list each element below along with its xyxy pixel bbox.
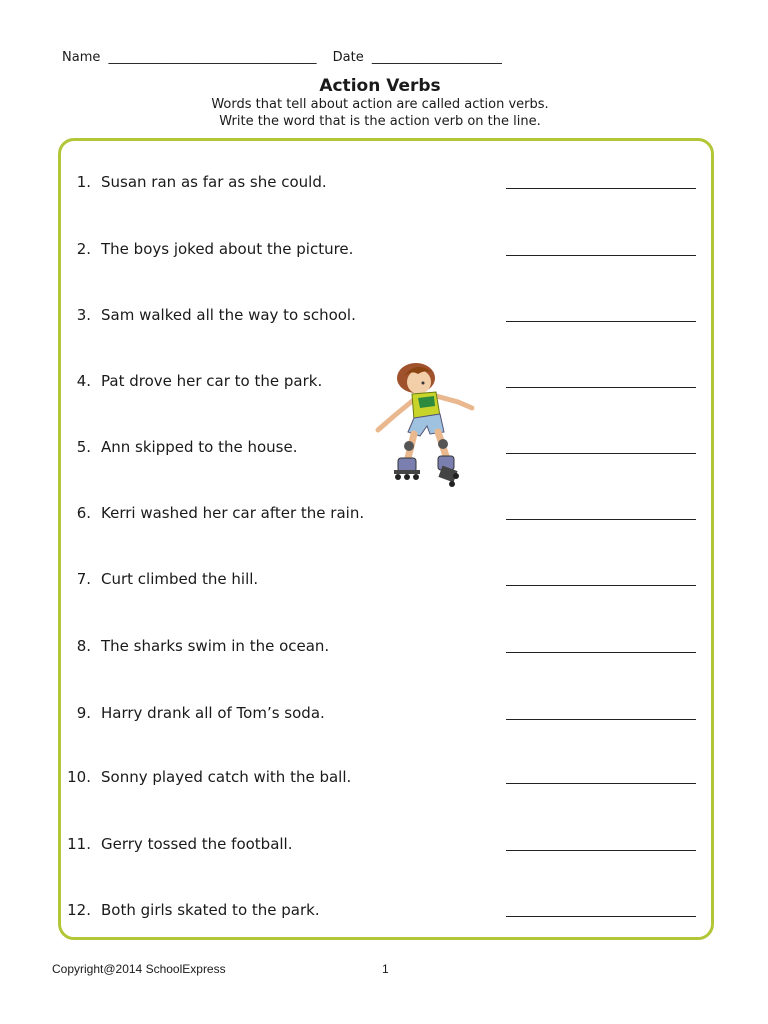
question-item: [67, 832, 707, 856]
answer-line[interactable]: [506, 701, 696, 720]
question-text: The boys joked about the picture.: [101, 240, 354, 258]
question-item: [67, 237, 707, 261]
question-item: [67, 303, 707, 327]
answer-line[interactable]: [506, 832, 696, 851]
question-text: Sam walked all the way to school.: [101, 306, 356, 324]
date-label: Date: [332, 50, 364, 65]
question-text: Curt climbed the hill.: [101, 570, 259, 588]
question-text: Both girls skated to the park.: [101, 901, 320, 919]
instructions-line-2: Write the word that is the action verb on the line.: [219, 114, 541, 129]
question-number: 6.: [76, 504, 91, 522]
answer-line[interactable]: [506, 898, 696, 917]
name-label: Name: [62, 50, 101, 65]
question-number: 9.: [76, 704, 91, 722]
question-item: [67, 501, 707, 525]
page-number: 1: [382, 962, 389, 976]
header-row: [62, 50, 502, 65]
question-number: 10.: [67, 768, 91, 786]
date-field[interactable]: ____________________: [371, 50, 502, 65]
question-number: 3.: [76, 306, 91, 324]
page-title: Action Verbs: [319, 76, 441, 96]
name-field[interactable]: ________________________________: [108, 50, 317, 65]
question-number: 11.: [67, 835, 91, 853]
answer-line[interactable]: [506, 634, 696, 653]
question-text: Ann skipped to the house.: [101, 438, 298, 456]
question-number: 12.: [67, 901, 91, 919]
question-number: 1.: [76, 173, 91, 191]
question-item: [67, 634, 707, 658]
question-number: 8.: [76, 637, 91, 655]
answer-line[interactable]: [506, 303, 696, 322]
question-text: Gerry tossed the football.: [101, 835, 293, 853]
answer-line[interactable]: [506, 567, 696, 586]
answer-line[interactable]: [506, 501, 696, 520]
copyright-text: Copyright@2014 SchoolExpress: [52, 962, 226, 976]
question-text: Susan ran as far as she could.: [101, 173, 327, 191]
question-item: [67, 701, 707, 725]
answer-line[interactable]: [506, 170, 696, 189]
question-item: [67, 170, 707, 194]
question-number: 7.: [76, 570, 91, 588]
roller-skater-icon: [372, 362, 480, 490]
question-text: Pat drove her car to the park.: [101, 372, 323, 390]
question-number: 2.: [76, 240, 91, 258]
question-number: 4.: [76, 372, 91, 390]
question-text: Sonny played catch with the ball.: [101, 768, 352, 786]
question-item: [67, 765, 707, 789]
question-text: Harry drank all of Tom’s soda.: [101, 704, 325, 722]
answer-line[interactable]: [506, 765, 696, 784]
question-item: [67, 898, 707, 922]
instructions-line-1: Words that tell about action are called action verbs.: [211, 97, 549, 112]
answer-line[interactable]: [506, 435, 696, 454]
answer-line[interactable]: [506, 237, 696, 256]
answer-line[interactable]: [506, 369, 696, 388]
question-text: The sharks swim in the ocean.: [101, 637, 330, 655]
question-number: 5.: [76, 438, 91, 456]
question-item: [67, 567, 707, 591]
question-text: Kerri washed her car after the rain.: [101, 504, 365, 522]
